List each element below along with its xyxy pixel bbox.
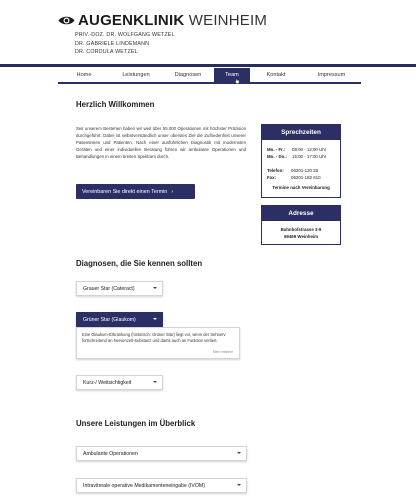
appointment-button[interactable]: [76, 184, 195, 199]
caret-down-icon: [237, 484, 241, 486]
diagnoses-title: Diagnosen, die Sie kennen sollten: [76, 259, 203, 268]
hours-days: Mo. - Fr.:: [267, 147, 286, 152]
hours-title: Sprechzeiten: [262, 125, 340, 140]
nav-underline: [58, 82, 361, 84]
fax-row: [262, 174, 340, 181]
nav-item-kontakt[interactable]: Kontakt: [266, 72, 286, 78]
fax-number: 06201-183 610: [291, 175, 321, 180]
appointment-note: Termine nach Vereinbarung: [272, 185, 330, 190]
hours-time: 15:00 - 17:00 Uhr: [292, 154, 327, 159]
hours-row: [262, 153, 340, 160]
address-city: 69469 Weinheim: [283, 234, 319, 239]
caret-down-icon: [153, 381, 157, 383]
dropdown-content-gruener-star: [76, 327, 240, 359]
chevron-right-icon: ›: [171, 188, 173, 195]
doctor-name: DR. GABRIELE LINDEMANN: [75, 40, 150, 47]
diagnosis-description: Eine Glaukom-Erkrankung (historisch: Grüner Star) liegt vor, wenn der Sehnerv fortschreitend an Nervenzell-Substanz und damit auch an Funktion verliert.: [82, 332, 226, 344]
appointment-button-label: Vereinbaren Sie direkt einen Termin: [82, 188, 168, 195]
brand-name-bold: AUGENKLINIK: [78, 12, 185, 29]
phone-label: Telefon:: [267, 168, 284, 173]
address-title: Adresse: [262, 206, 340, 221]
nav-item-diagnosen[interactable]: Diagnosen: [174, 72, 202, 78]
header-divider: [0, 64, 416, 67]
dropdown-kurz-weitsichtigkeit[interactable]: [76, 375, 163, 390]
logo[interactable]: [58, 12, 267, 29]
phone-number[interactable]: 06201-120 26: [291, 168, 319, 173]
caret-down-icon: [153, 318, 157, 320]
doctor-name: PRIV.-DOZ. DR. WOLFGANG WETZEL: [75, 32, 175, 38]
dropdown-ambulante-operationen[interactable]: [76, 446, 247, 461]
welcome-text: Seit unserem Bestehen haben wir weit über 55.000 Operationen mit höchster Präzision durchgeführt. Dabei ist selbstverständlich unser oberstes Ziel die Zufriedenheit unserer Patientinnen und Patienten. Nach einer ausführlichen Diagnostik mit modernsten Geräten und einer individuellen Beratung führen wir ambulante Operationen und Behandlungen in einem breiten Spektrum durch.: [76, 126, 246, 160]
nav-item-impressum[interactable]: Impressum: [317, 72, 346, 78]
hand-cursor-icon: [234, 78, 240, 84]
dropdown-label: Grauer Star (Cateract): [83, 285, 135, 292]
caret-down-icon: [237, 452, 241, 454]
dropdown-grauer-star[interactable]: [76, 281, 163, 296]
address-street: Bahnhofstrasse 3-9: [280, 227, 322, 232]
main-nav: [58, 68, 361, 82]
dropdown-label: Intravitreale operative Medikamenteneingabe (IVOM): [83, 482, 205, 489]
hours-row: [262, 146, 340, 153]
hours-time: 08:00 - 12:00 Uhr: [292, 147, 327, 152]
dropdown-gruener-star[interactable]: [76, 312, 163, 327]
dropdown-label: Grüner Star (Glaukom): [83, 316, 136, 323]
brand-name: [78, 12, 267, 29]
fax-label: Fax:: [267, 175, 277, 180]
address-panel: [261, 205, 341, 245]
welcome-title: Herzlich Willkommen: [76, 100, 155, 109]
more-link[interactable]: Mehr erfahren: [212, 350, 233, 354]
hours-days: Mo. - Do.:: [267, 154, 287, 159]
services-title: Unsere Leistungen im Überblick: [76, 419, 196, 428]
dropdown-label: Kurz-/ Weitsichtigkeit: [83, 379, 132, 386]
nav-item-team[interactable]: Team: [214, 68, 250, 82]
phone-row: [262, 167, 340, 174]
doctor-list: [75, 31, 175, 57]
nav-item-leistungen[interactable]: Leistungen: [122, 72, 150, 78]
hours-panel: [261, 124, 341, 198]
dropdown-ivom[interactable]: [76, 478, 247, 493]
dropdown-label: Ambulante Operationen: [83, 450, 138, 457]
caret-down-icon: [153, 287, 157, 289]
nav-item-home[interactable]: Home: [76, 72, 92, 78]
eye-icon: [58, 15, 75, 26]
brand-name-light: WEINHEIM: [188, 12, 268, 29]
doctor-name: DR. CORDULA WETZEL: [75, 49, 138, 55]
